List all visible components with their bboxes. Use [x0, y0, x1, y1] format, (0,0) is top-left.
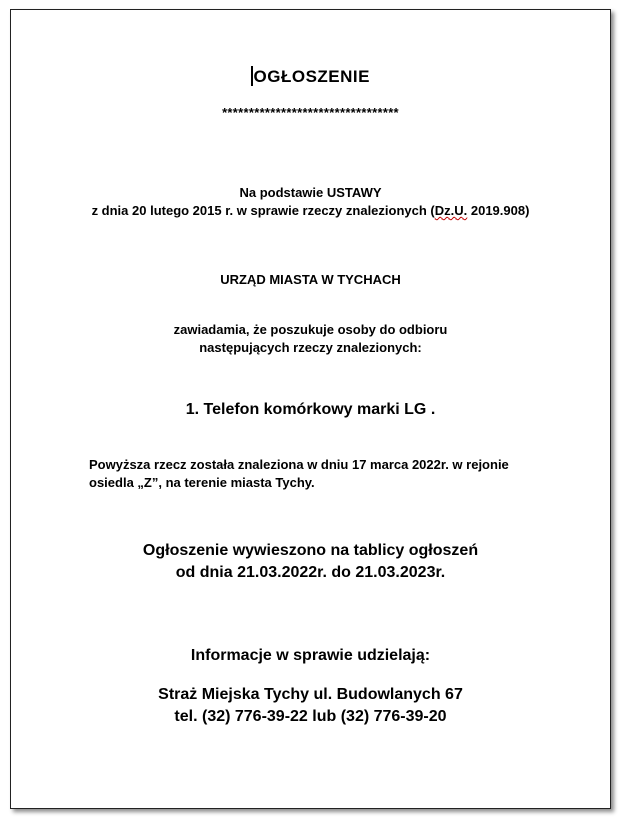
office-name: URZĄD MIASTA W TYCHACH — [220, 272, 401, 287]
separator-line: ********************************* — [222, 105, 399, 120]
contact-address: Straż Miejska Tychy ul. Budowlanych 67 — [158, 686, 463, 703]
notice-line-1: zawiadamia, że poszukuje osoby do odbioru — [173, 322, 448, 337]
found-details-line-1: Powyższa rzecz została znaleziona w dniu 17 marca 2022r. w rejonie — [89, 457, 509, 472]
title-text: OGŁOSZENIE — [253, 67, 370, 86]
found-item: 1. Telefon komórkowy marki LG . — [185, 401, 436, 418]
posted-line-2: od dnia 21.03.2022r. do 21.03.2023r. — [175, 564, 446, 581]
legal-basis-line-1: Na podstawie USTAWY — [239, 185, 382, 200]
legal-reference-misspelled[interactable]: Dz.U. — [434, 203, 468, 218]
posted-line-1: Ogłoszenie wywieszono na tablicy ogłoszeń — [142, 542, 479, 559]
legal-basis-prefix: z dnia 20 lutego 2015 r. w sprawie rzeczy znalezionych ( — [91, 203, 435, 218]
info-heading: Informacje w sprawie udzielają: — [190, 647, 431, 664]
text-cursor — [251, 66, 253, 86]
notice-line-2: następujących rzeczy znalezionych: — [199, 340, 422, 355]
found-details-line-2: osiedla „Z”, na terenie miasta Tychy. — [89, 475, 315, 490]
document-title — [11, 66, 610, 87]
legal-basis-suffix: 2019.908) — [467, 203, 530, 218]
legal-basis-line-2 — [11, 203, 610, 218]
document-page — [10, 9, 611, 809]
contact-phone: tel. (32) 776-39-22 lub (32) 776-39-20 — [174, 708, 447, 725]
